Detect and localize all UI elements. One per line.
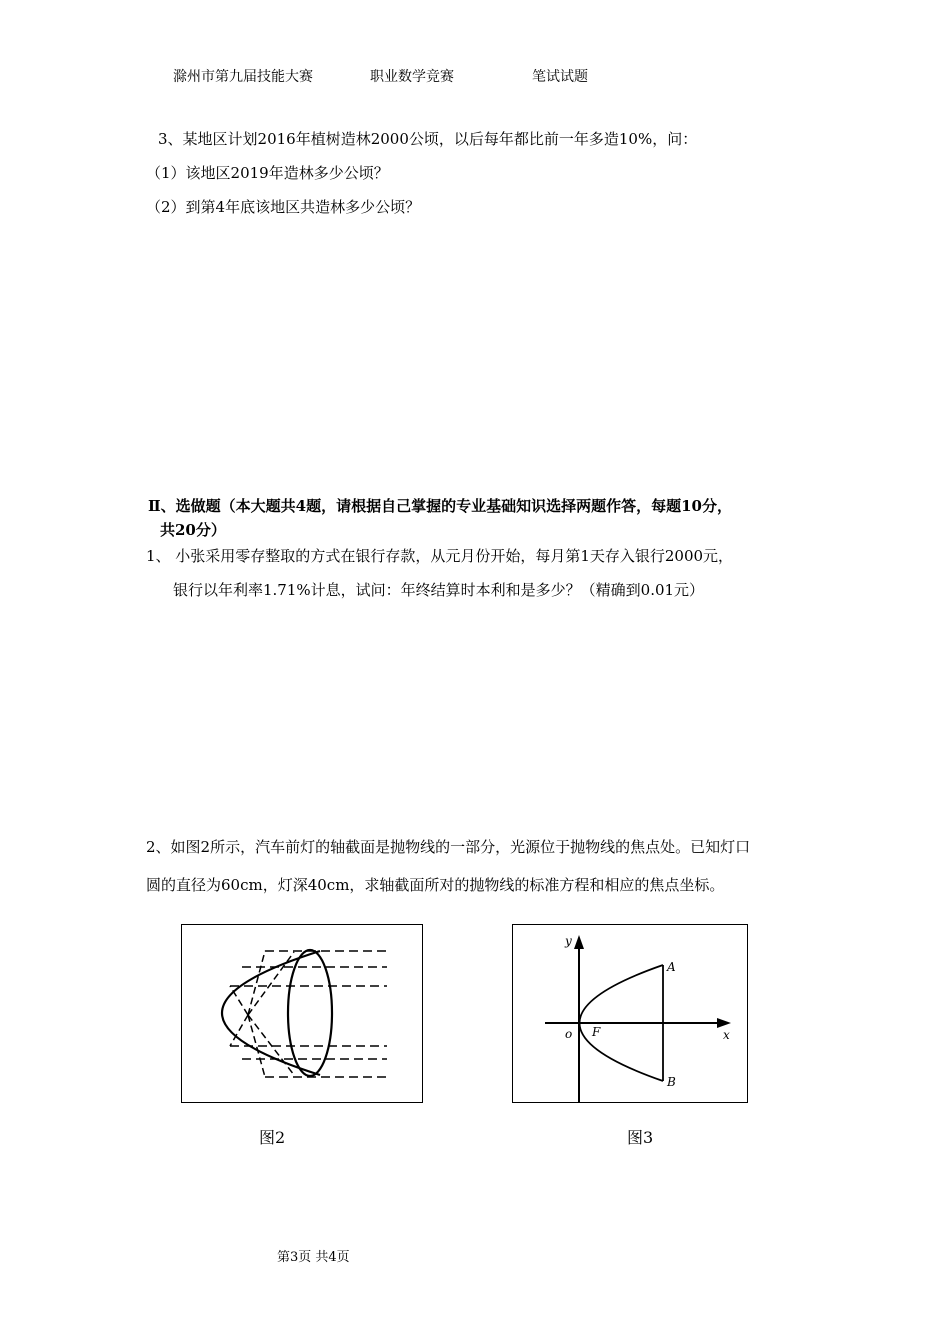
label-x: x [723,1028,730,1042]
y-axis-arrow-icon [574,935,584,949]
header-subject: 职业数学竞赛 [370,69,454,85]
page-number: 第3页 共4页 [277,1250,350,1265]
question3-part1: （1）该地区2019年造林多少公顷？ [146,164,389,182]
section2-title-line2: 共20分） [160,521,226,539]
header-competition: 滁州市第九届技能大赛 [173,69,313,85]
header-paper: 笔试试题 [532,69,588,85]
figure2-svg [182,925,422,1102]
figure3-caption: 图3 [627,1128,654,1147]
label-b: B [667,1075,676,1089]
figure2-headlight-diagram [181,924,423,1103]
label-a: A [667,960,676,974]
optional1-line2: 银行以年利率1.71%计息，试问：年终结算时本利和是多少？（精确到0.01元） [173,581,705,599]
optional2-line1: 2、如图2所示，汽车前灯的轴截面是抛物线的一部分，光源位于抛物线的焦点处。已知灯口 [146,838,751,856]
optional2-line2: 圆的直径为60cm，灯深40cm，求轴截面所对的抛物线的标准方程和相应的焦点坐标。 [146,876,725,894]
label-f: F [592,1025,601,1039]
x-axis-arrow-icon [717,1018,731,1028]
section2-title-line1: Ⅱ、选做题（本大题共4题，请根据自己掌握的专业基础知识选择两题作答，每题10分， [148,497,732,515]
figure2-caption: 图2 [259,1128,286,1147]
question3-stem: 3、某地区计划2016年植树造林2000公顷，以后每年都比前一年多造10%，问： [158,130,698,148]
optional1-line1: 1、 小张采用零存整取的方式在银行存款，从元月份开始，每月第1天存入银行2000元， [146,547,734,565]
figure3-parabola-diagram [512,924,748,1103]
label-o: o [565,1027,573,1041]
question3-part2: （2）到第4年底该地区共造林多少公顷？ [146,198,421,216]
figure3-svg [513,925,747,1102]
label-y: y [565,934,572,948]
